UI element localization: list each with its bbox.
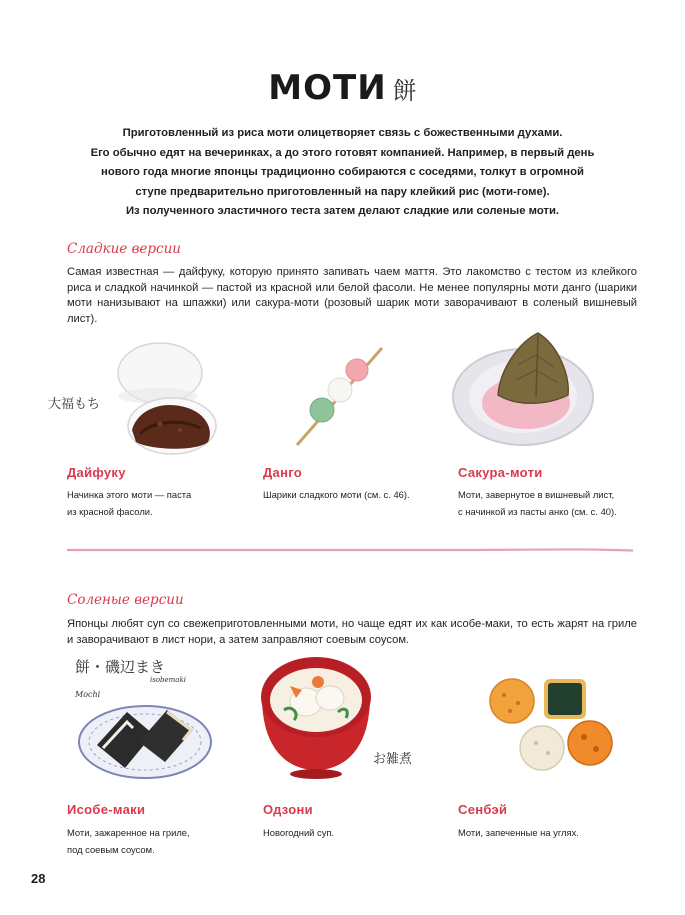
isobe-handwriting-romaji: isobemaki [150,676,186,684]
senbei-desc [458,824,579,841]
page-title [0,68,685,108]
intro-line: Приготовленный из риса моти олицетворяет связь с божественными духами. [122,127,563,139]
section-divider [67,548,633,552]
savory-section-text: Японцы любят суп со свежеприготовленными моти, но чаще едят их как исобе-маки, то есть жарят на гриле и заворачивают в лист нори, а затем заправляют соевым соусом. [67,618,637,646]
dango-illustration [282,340,392,460]
desc-line: под соевым соусом. [67,844,155,855]
isobe-maki-illustration [75,690,215,785]
sakura-mochi-desc [458,486,617,520]
title-text: МОТИ [268,68,387,108]
dango-desc [263,486,410,503]
dango-name: Данго [263,465,303,480]
page-number: 28 [31,871,46,886]
desc-line: Новогодний суп. [263,827,335,838]
senbei-illustration [484,673,619,783]
intro-line: Его обычно едят на вечеринках, а до этого готовят компанией. Например, в первый день [90,146,595,159]
desc-line: с начинкой из пасты анко (см. с. 40). [458,506,617,517]
desc-line: Моти, запеченные на углях. [458,827,579,838]
desc-line: Моти, завернутое в вишневый лист, [458,489,615,500]
daifuku-desc [67,486,191,520]
intro-paragraph [70,124,615,222]
desc-line: Шарики сладкого моти (см. с. 46). [263,489,410,500]
desc-line: Начинка этого моти — паста [67,489,192,500]
sakura-mochi-name: Сакура-моти [458,465,543,480]
isobe-maki-desc [67,824,190,858]
senbei-name: Сенбэй [458,802,508,817]
sweet-section-title: Сладкие версии [67,241,182,257]
ozoni-handwriting: お雑煮 [373,752,413,767]
daifuku-handwriting: 大福もち [48,397,101,412]
ozoni-illustration [256,652,376,782]
daifuku-illustration [110,338,220,458]
desc-line: из красной фасоли. [67,506,153,517]
daifuku-name: Дайфуку [67,465,126,480]
desc-line: Моти, зажаренное на гриле, [67,827,190,838]
intro-line: нового года многие японцы традиционно собираются с соседями, толкут в огромной [101,166,584,178]
intro-line: Из полученного эластичного теста затем делают сладкие или соленые моти. [125,205,560,217]
isobe-handwriting-mochi: Mochi [75,690,101,699]
isobe-handwriting: 餅・磯辺まき [75,658,166,676]
title-kanji: 餅 [392,77,417,105]
sweet-section-text: Самая известная — дайфуку, которую принято запивать чаем маття. Это лакомство с тестом из клейкого риса и сладкой начинкой — пастой из красной или белой фасоли. Не менее популярны моти данго (шарики моти нанизывают на шпажки) или сакура-моти (розовый шарик моти заворачивают в соленый вишневый лист). [67,266,637,325]
sakura-mochi-illustration [448,325,598,455]
isobe-maki-name: Исобе-маки [67,802,146,817]
ozoni-name: Одзони [263,802,313,817]
ozoni-desc [263,824,334,841]
savory-section-title: Соленые версии [67,592,184,608]
intro-line: ступе предварительно приготовленный на пару клейкий рис (моти-гомe). [135,185,550,198]
